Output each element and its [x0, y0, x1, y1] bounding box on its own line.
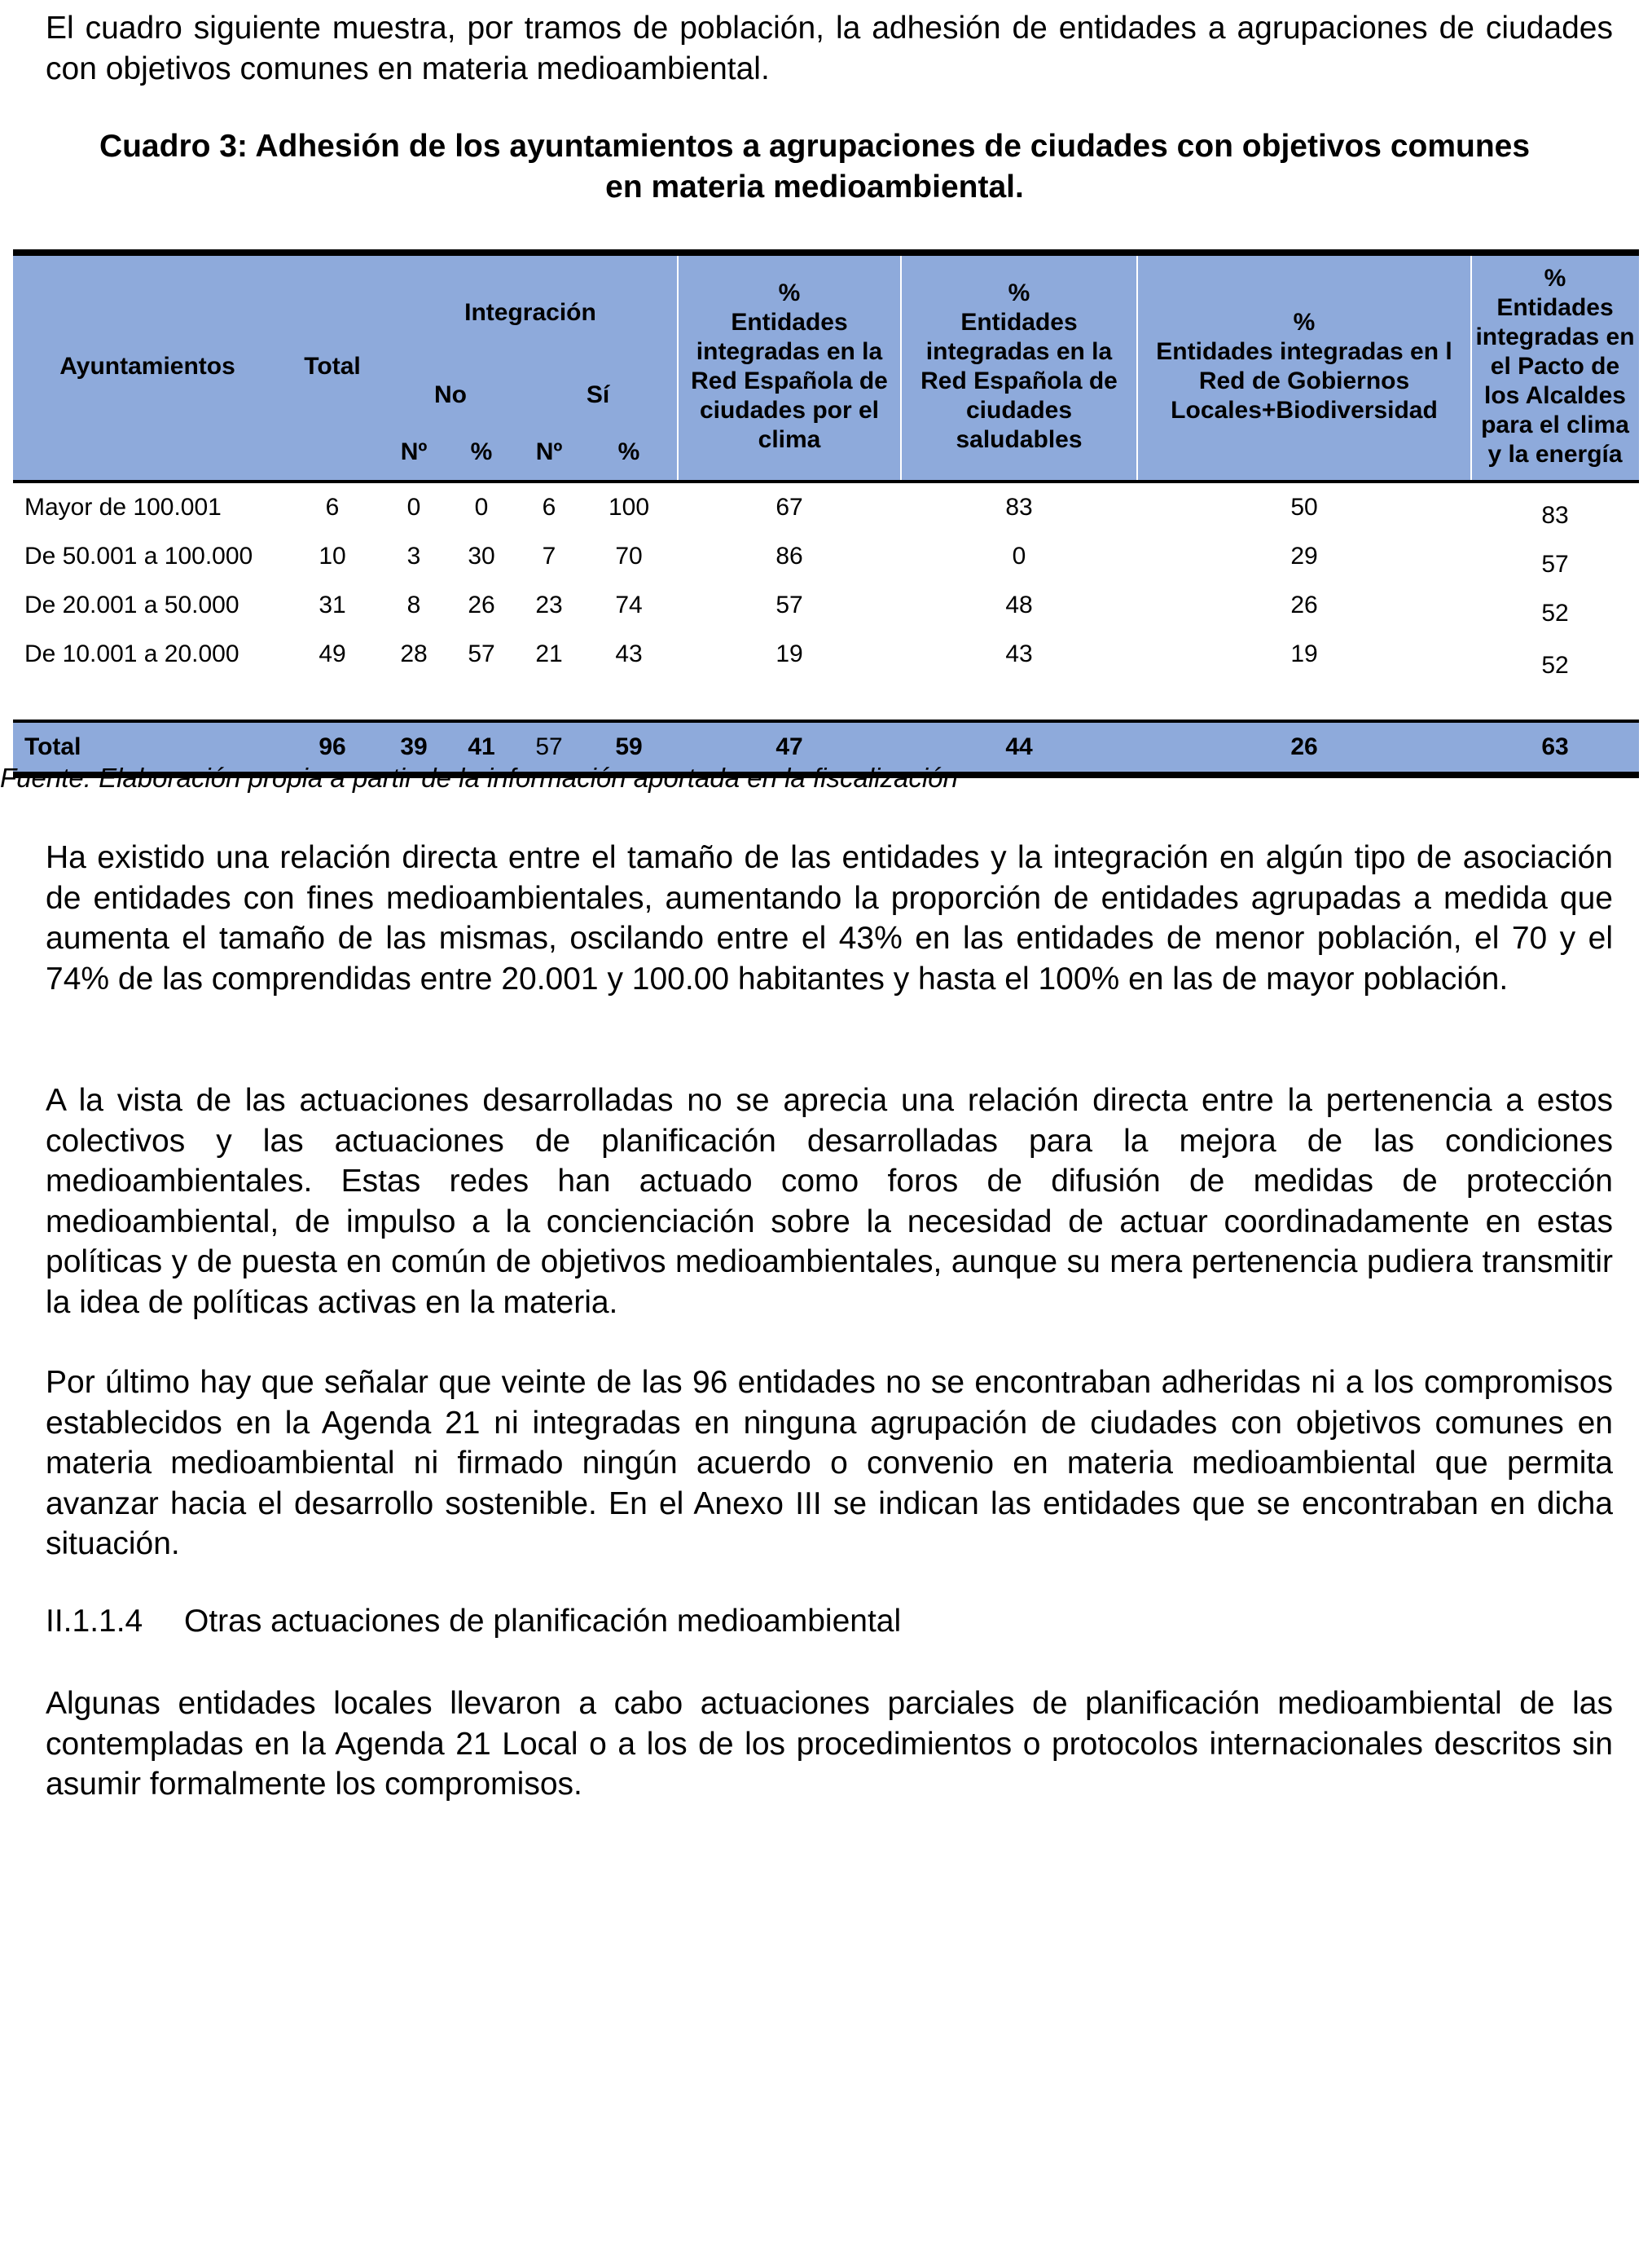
- cell-name: De 10.001 a 20.000: [24, 640, 239, 667]
- cell-no-num: 0: [406, 494, 421, 521]
- cell-saludables: 48: [1005, 592, 1033, 618]
- cell-pacto: 57: [1541, 551, 1569, 578]
- header-no-pct: %: [470, 438, 493, 465]
- body-paragraph-2: A la vista de las actuaciones desarrolladas no se aprecia una relación directa entre la pertenencia a estos colectivos y las actuaciones de planificación desarrolladas para la mejora de las condiciones medioambientales. Estas redes han actuado como foros de difusión de medidas de protección medioambiental, de impulso a la concienciación sobre la necesidad de actuar coordinadamente en estas políticas y de puesta en común de objetivos medioambientales, aunque su mera pertenencia pudiera transmitir la idea de políticas activas en la materia.: [46, 1083, 1613, 1320]
- cell-total: 6: [325, 494, 340, 521]
- cell-si-pct: 43: [615, 640, 643, 667]
- header-si: Sí: [586, 381, 610, 408]
- cell-biodiversidad: 50: [1290, 494, 1318, 521]
- cell-name: Total: [24, 733, 81, 760]
- cell-total: 31: [319, 592, 346, 618]
- table-caption: Cuadro 3: Adhesión de los ayuntamientos a agrupaciones de ciudades con objetivos comunes en materia medioambiental.: [99, 129, 1531, 205]
- header-divider: [1470, 256, 1472, 480]
- cell-pacto: 63: [1541, 733, 1569, 760]
- cell-no-num: 3: [406, 543, 421, 570]
- table-header: [13, 256, 1639, 480]
- header-divider: [900, 256, 902, 480]
- intro-paragraph: El cuadro siguiente muestra, por tramos de población, la adhesión de entidades a agrupaciones de ciudades con objetivos comunes en materia medioambiental.: [46, 11, 1613, 86]
- cell-clima: 67: [775, 494, 803, 521]
- cell-si-num: 23: [535, 592, 563, 618]
- header-red-clima: % Entidades integradas en la Red Española de ciudades por el clima: [691, 279, 888, 453]
- header-si-pct: %: [617, 438, 640, 465]
- cell-saludables: 0: [1012, 543, 1026, 570]
- cell-total: 49: [319, 640, 346, 667]
- header-no: No: [434, 381, 467, 408]
- cell-total: 10: [319, 543, 346, 570]
- cell-name: De 50.001 a 100.000: [24, 543, 253, 570]
- cell-clima: 86: [775, 543, 803, 570]
- header-ayuntamientos: Ayuntamientos: [59, 353, 235, 380]
- cell-si-pct: 59: [615, 733, 643, 760]
- header-red-saludables: % Entidades integradas en la Red Española de ciudades saludables: [920, 279, 1118, 453]
- section-number: II.1.1.4: [46, 1604, 143, 1639]
- final-paragraph: Algunas entidades locales llevaron a cabo actuaciones parciales de planificación medioambiental de las contempladas en la Agenda 21 Local o a los de los procedimientos o protocolos internacionales descritos sin asumir formalmente los compromisos.: [46, 1686, 1613, 1802]
- cell-biodiversidad: 26: [1290, 733, 1318, 760]
- table-body: [13, 483, 1639, 720]
- cell-no-pct: 30: [468, 543, 495, 570]
- cell-no-pct: 57: [468, 640, 495, 667]
- cell-si-num: 7: [542, 543, 556, 570]
- header-divider: [1136, 256, 1138, 480]
- cell-pacto: 52: [1541, 600, 1569, 627]
- section-heading: [46, 1604, 901, 1639]
- table-top-rule: [13, 249, 1639, 256]
- cell-biodiversidad: 19: [1290, 640, 1318, 667]
- cell-no-pct: 26: [468, 592, 495, 618]
- adhesion-table: [13, 249, 1639, 778]
- cell-biodiversidad: 26: [1290, 592, 1318, 618]
- section-title: Otras actuaciones de planificación medioambiental: [184, 1604, 902, 1639]
- cell-pacto: 83: [1541, 502, 1569, 529]
- cell-saludables: 44: [1005, 733, 1033, 760]
- cell-si-num: 6: [542, 494, 556, 521]
- table-source-note: Fuente: Elaboración propia a partir de la información aportada en la fiscalización: [0, 763, 958, 793]
- table-row: [13, 483, 1639, 532]
- cell-name: Mayor de 100.001: [24, 494, 222, 521]
- cell-si-pct: 74: [615, 592, 643, 618]
- cell-clima: 57: [775, 592, 803, 618]
- header-integracion: Integración: [464, 299, 596, 326]
- header-pacto-alcaldes: % Entidades integradas en el Pacto de los Alcaldes para el clima y la energía: [1475, 265, 1635, 468]
- table-row: [13, 630, 1639, 679]
- header-no-num: Nº: [400, 438, 428, 465]
- cell-no-pct: 0: [474, 494, 489, 521]
- cell-no-num: 28: [400, 640, 428, 667]
- cell-clima: 47: [775, 733, 803, 760]
- cell-pacto: 52: [1541, 652, 1569, 679]
- cell-total: 96: [319, 733, 346, 760]
- cell-clima: 19: [775, 640, 803, 667]
- table-row: [13, 532, 1639, 581]
- cell-saludables: 83: [1005, 494, 1033, 521]
- cell-si-pct: 70: [615, 543, 643, 570]
- cell-si-num: 57: [535, 733, 563, 760]
- header-red-biodiversidad: % Entidades integradas en l Red de Gobiernos Locales+Biodiversidad: [1156, 309, 1452, 424]
- header-divider: [677, 256, 679, 480]
- header-total: Total: [304, 353, 361, 380]
- cell-si-num: 21: [535, 640, 563, 667]
- table-row: [13, 581, 1639, 630]
- cell-no-num: 39: [400, 733, 428, 760]
- cell-si-pct: 100: [608, 494, 650, 521]
- header-si-num: Nº: [535, 438, 563, 465]
- cell-name: De 20.001 a 50.000: [24, 592, 239, 618]
- body-paragraph-1: Ha existido una relación directa entre el tamaño de las entidades y la integración en algún tipo de asociación de entidades con fines medioambientales, aumentando la proporción de entidades agrupadas a medida que aumenta el tamaño de las mismas, oscilando entre el 43% en las entidades de menor población, el 70 y el 74% de las comprendidas entre 20.001 y 100.00 habitantes y hasta el 100% en las de mayor población.: [46, 840, 1613, 997]
- cell-no-pct: 41: [468, 733, 495, 760]
- cell-biodiversidad: 29: [1290, 543, 1318, 570]
- cell-saludables: 43: [1005, 640, 1033, 667]
- body-paragraph-3: Por último hay que señalar que veinte de las 96 entidades no se encontraban adheridas ni a los compromisos establecidos en la Agenda 21 ni integradas en ninguna agrupación de ciudades con objetivos comunes en materia medioambiental ni firmado ningún acuerdo o convenio en materia medioambiental que permita avanzar hacia el desarrollo sostenible. En el Anexo III se indican las entidades que se encontraban en dicha situación.: [46, 1365, 1613, 1561]
- cell-no-num: 8: [406, 592, 421, 618]
